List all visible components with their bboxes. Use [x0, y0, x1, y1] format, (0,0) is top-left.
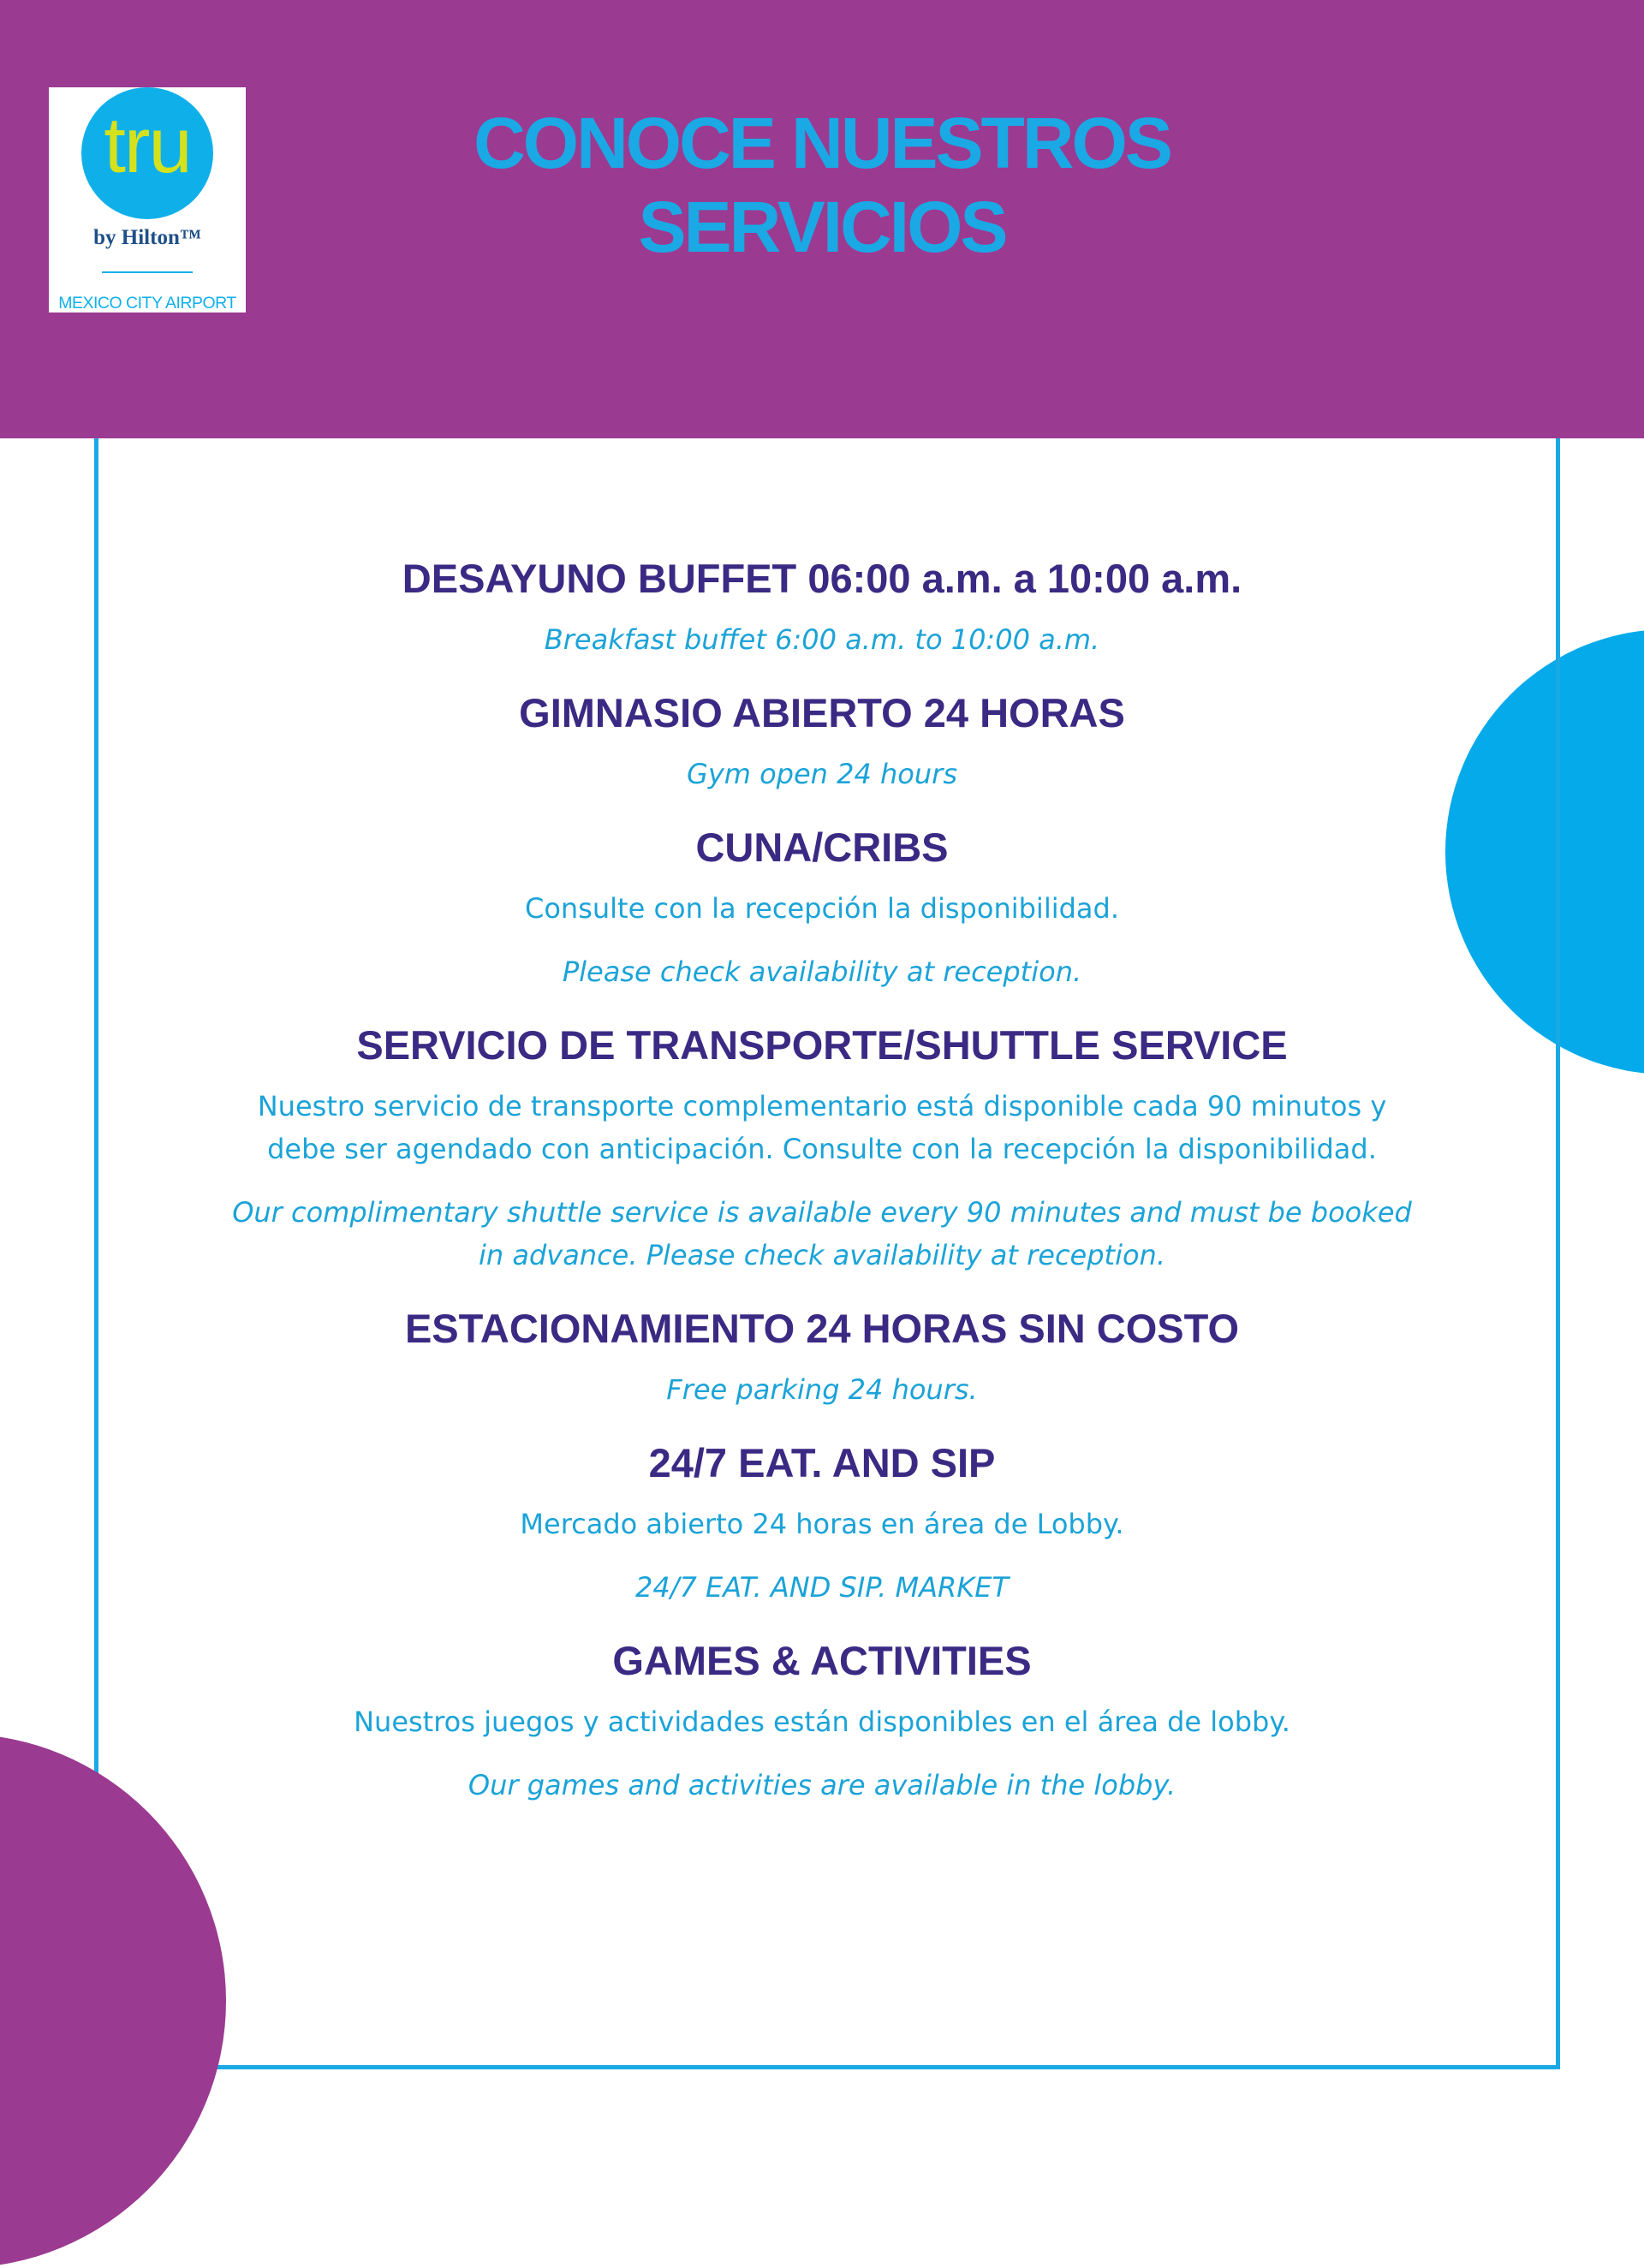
service-gym	[197, 682, 1447, 795]
service-spanish-text: Consulte con la recepción la disponibilidad.	[525, 892, 1119, 925]
service-english-text-line-2: in advance. Please check availability at reception.	[478, 1239, 1165, 1271]
logo-brand: by Hilton™	[93, 226, 201, 249]
service-games	[197, 1630, 1447, 1807]
service-title: GIMNASIO ABIERTO 24 HORAS	[519, 690, 1125, 735]
service-eat-and-sip	[197, 1432, 1447, 1609]
service-title: DESAYUNO BUFFET 06:00 a.m. a 10:00 a.m.	[402, 556, 1242, 601]
service-spanish-text: Mercado abierto 24 horas en área de Lobby.	[520, 1508, 1124, 1540]
page-title-line-1: CONOCE NUESTROS	[474, 103, 1170, 183]
service-breakfast	[197, 548, 1447, 661]
service-cribs	[197, 817, 1447, 993]
service-english-text: Our games and activities are available in the lobby.	[468, 1769, 1176, 1801]
logo-location: MEXICO CITY AIRPORT	[58, 294, 236, 313]
service-english-text: Gym open 24 hours	[687, 758, 957, 790]
service-english-text-line-1: Our complimentary shuttle service is available every 90 minutes and must be booked	[232, 1196, 1412, 1229]
service-title: ESTACIONAMIENTO 24 HORAS SIN COSTO	[404, 1306, 1240, 1351]
service-english-text: Please check availability at reception.	[562, 955, 1082, 988]
page-title	[257, 101, 1387, 269]
service-parking	[197, 1298, 1447, 1411]
logo-divider	[102, 271, 193, 273]
services-list	[197, 548, 1447, 1807]
service-spanish-text: Nuestros juegos y actividades están disponibles en el área de lobby.	[354, 1705, 1290, 1738]
service-spanish-text-line-2: debe ser agendado con anticipación. Consulte con la recepción la disponibilidad.	[267, 1133, 1377, 1165]
service-english-text: Free parking 24 hours.	[666, 1373, 978, 1406]
service-title: 24/7 EAT. AND SIP	[648, 1440, 996, 1485]
service-title: CUNA/CRIBS	[695, 824, 949, 870]
service-english-text: 24/7 EAT. AND SIP. MARKET	[634, 1571, 1009, 1604]
page-title-line-2: SERVICIOS	[638, 187, 1006, 267]
service-shuttle	[197, 1015, 1447, 1277]
logo-wordmark: tru	[104, 102, 191, 189]
service-spanish-text-line-1: Nuestro servicio de transporte complementario está disponible cada 90 minutos y	[257, 1090, 1387, 1122]
service-english-text: Breakfast buffet 6:00 a.m. to 10:00 a.m.	[544, 623, 1100, 656]
service-title: SERVICIO DE TRANSPORTE/SHUTTLE SERVICE	[356, 1022, 1288, 1068]
service-title: GAMES & ACTIVITIES	[612, 1638, 1032, 1683]
hotel-logo	[49, 87, 246, 313]
